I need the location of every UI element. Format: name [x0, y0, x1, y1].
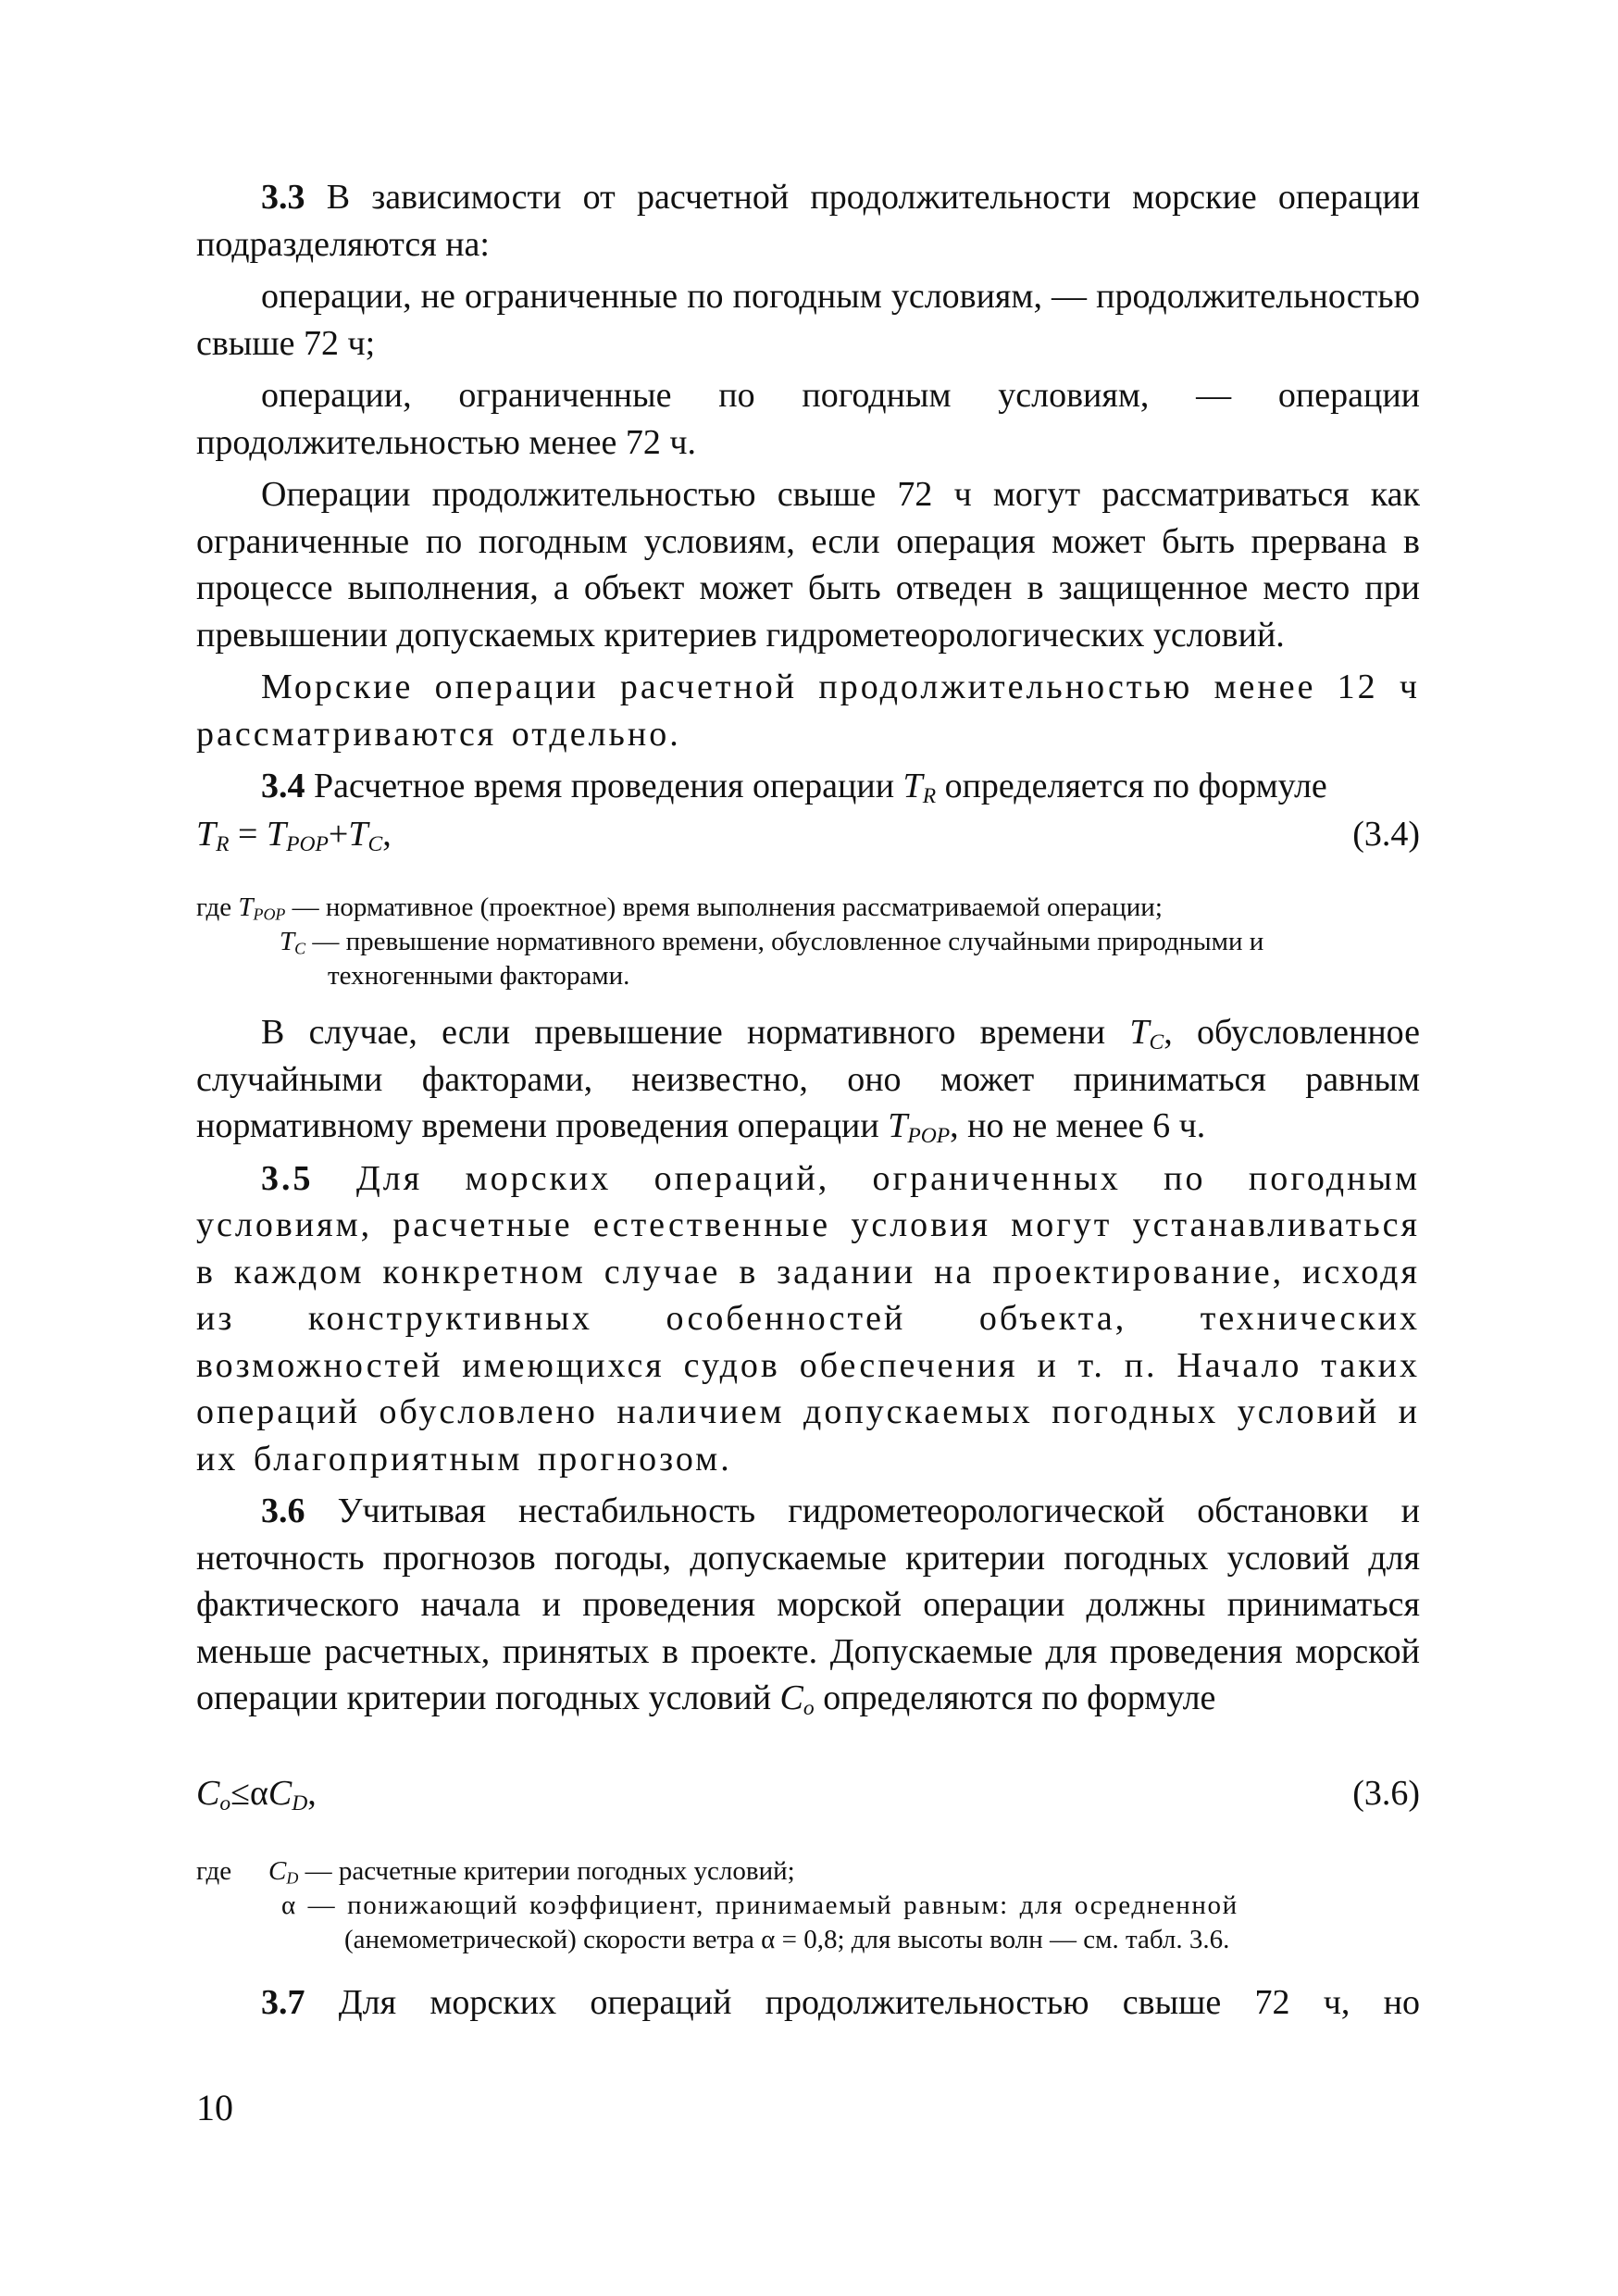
page-number: 10 — [196, 2087, 233, 2128]
paragraph: Операции продолжительностью свыше 72 ч могут рассматриваться как ограниченные по погодным условиям, если операция может быть прервана в процессе выполнения, а объект может быть отведен в защищенное место при превышении допускаемых критериев гидрометеорологических условий. — [196, 475, 1420, 655]
section-3-7: 3.7 Для морских операций продолжительностью свыше 72 ч, но — [261, 1983, 1420, 2022]
clause-number: 3.7 — [261, 1983, 305, 2022]
formula-3-6: $C_o\le\alpha C_D$, (3.6) — [196, 1770, 1420, 1816]
clause-number: 3.4 — [261, 767, 305, 805]
list-item: операции, ограниченные по погодным условиям, — операции продолжительностью менее 72 ч. — [196, 376, 1420, 462]
clause-number: 3.3 — [261, 178, 305, 217]
section-3-3 — [196, 174, 1420, 810]
paragraph: 3.4 Расчетное время проведения операции $T_R$ определяется по формуле — [261, 767, 1327, 808]
clause-number: 3.6 — [261, 1491, 305, 1530]
formula-number: (3.6) — [1352, 1774, 1420, 1813]
formula-3-4: $T_R = T_{POP}+T_C$, (3.4) — [196, 811, 1420, 857]
paragraph: В случае, если превышение нормативного времени $T_C$, обусловленное случайными факторами, неизвестно, оно может приниматься равным нормативному времени проведения операции $T_{POP}$, но не менее 6 ч. — [196, 1013, 1420, 1148]
section-3-4-continued — [196, 1009, 1420, 1722]
formula-number: (3.4) — [1352, 815, 1420, 854]
section-3-6: 3.6 Учитывая нестабильность гидрометеорологической обстановки и неточность прогнозов погоды, допускаемые критерии погодных условий для фактического начала и проведения морской операции должны приниматься меньше расчетных, принятых в проекте. Допускаемые для проведения морской операции критерии погодных условий $C_o$ определяются по формуле — [196, 1491, 1420, 1720]
list-item: операции, не ограниченные по погодным условиям, — продолжительностью свыше 72 ч; — [196, 277, 1420, 363]
formula-legend: где $T_{POP}$ — нормативное (проектное) время выполнения рассматриваемой операции; $T_C$ — превышение нормативного времени, обусловленное случайными природными и техногенными факторами. — [196, 892, 1264, 991]
section-3-5: 3.5 Для морских операций, ограниченных по погодным условиям, расчетные естественные условия могут устанавливаться в каждом конкретном случае в задании на проектирование, исходя из конструктивных особенностей объекта, технических возможностей имеющихся судов обеспечения и т. п. Начало таких операций обусловлено наличием допускаемых погодных условий и их благоприятным прогнозом. — [196, 1158, 1420, 1479]
clause-number: 3.5 — [261, 1158, 314, 1198]
paragraph: 3.3 В зависимости от расчетной продолжительности морские операции подразделяются на: — [196, 178, 1420, 264]
formula-legend: где $C_D$ — расчетные критерии погодных условий; α — понижающий коэффициент, принимаемый равным: для осредненной (анемометрической) скорости ветра α = 0,8; для высоты волн — см. табл. 3.6. — [196, 1856, 1238, 1954]
paragraph: Морские операции расчетной продолжительностью менее 12 ч рассматриваются отдельно. — [196, 668, 1420, 754]
